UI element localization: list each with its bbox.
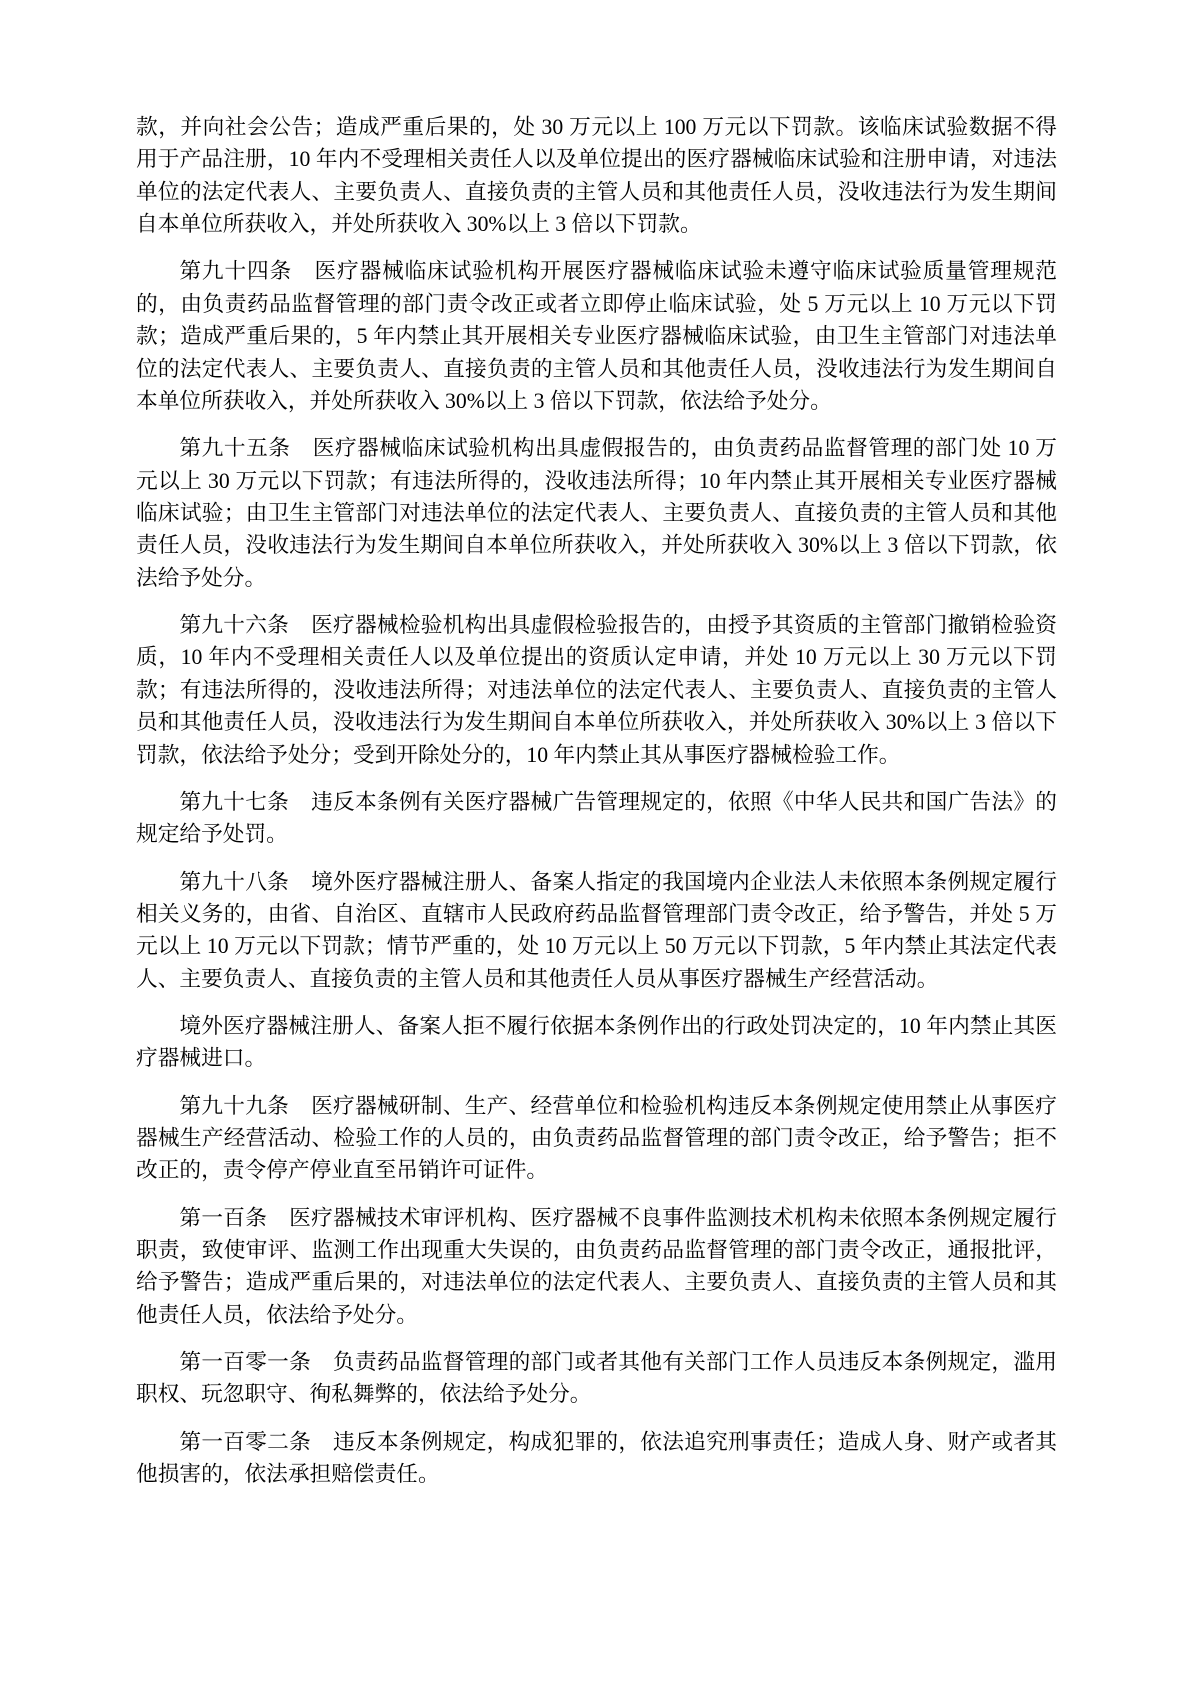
paragraph-article-98: 第九十八条 境外医疗器械注册人、备案人指定的我国境内企业法人未依照本条例规定履行相关义务的，由省、自治区、直辖市人民政府药品监督管理部门责令改正，给予警告，并处 5 万元以上 10 万元以下罚款；情节严重的，处 10 万元以上 50 万元以下罚款，5 年内禁止其法定代表人、主要负责人、直接负责的主管人员和其他责任人员从事医疗器械生产经营活动。 bbox=[136, 869, 1057, 991]
paragraph-article-101: 第一百零一条 负责药品监督管理的部门或者其他有关部门工作人员违反本条例规定，滥用职权、玩忽职守、徇私舞弊的，依法给予处分。 bbox=[136, 1349, 1057, 1407]
paragraph-article-97: 第九十七条 违反本条例有关医疗器械广告管理规定的，依照《中华人民共和国广告法》的规定给予处罚。 bbox=[136, 789, 1057, 847]
paragraph-article-99: 第九十九条 医疗器械研制、生产、经营单位和检验机构违反本条例规定使用禁止从事医疗器械生产经营活动、检验工作的人员的，由负责药品监督管理的部门责令改正，给予警告；拒不改正的，责令停产停业直至吊销许可证件。 bbox=[136, 1093, 1057, 1183]
paragraph-continuation: 款，并向社会公告；造成严重后果的，处 30 万元以上 100 万元以下罚款。该临床试验数据不得用于产品注册，10 年内不受理相关责任人以及单位提出的医疗器械临床试验和注册申请，对违法单位的法定代表人、主要负责人、直接负责的主管人员和其他责任人员，没收违法行为发生期间自本单位所获收入，并处所获收入 30%以上 3 倍以下罚款。 bbox=[136, 115, 1057, 237]
paragraph-article-94: 第九十四条 医疗器械临床试验机构开展医疗器械临床试验未遵守临床试验质量管理规范的，由负责药品监督管理的部门责令改正或者立即停止临床试验，处 5 万元以上 10 万元以下罚款；造成严重后果的，5 年内禁止其开展相关专业医疗器械临床试验，由卫生主管部门对违法单位的法定代表人、主要负责人、直接负责的主管人员和其他责任人员，没收违法行为发生期间自本单位所获收入，并处所获收入 30%以上 3 倍以下罚款，依法给予处分。 bbox=[136, 259, 1057, 414]
paragraph-article-96: 第九十六条 医疗器械检验机构出具虚假检验报告的，由授予其资质的主管部门撤销检验资质，10 年内不受理相关责任人以及单位提出的资质认定申请，并处 10 万元以上 30 万元以下罚款；有违法所得的，没收违法所得；对违法单位的法定代表人、主要负责人、直接负责的主管人员和其他责任人员，没收违法行为发生期间自本单位所获收入，并处所获收入 30%以上 3 倍以下罚款，依法给予处分；受到开除处分的，10 年内禁止其从事医疗器械检验工作。 bbox=[136, 613, 1057, 767]
paragraph-article-100: 第一百条 医疗器械技术审评机构、医疗器械不良事件监测技术机构未依照本条例规定履行职责，致使审评、监测工作出现重大失误的，由负责药品监督管理的部门责令改正，通报批评，给予警告；造成严重后果的，对违法单位的法定代表人、主要负责人、直接负责的主管人员和其他责任人员，依法给予处分。 bbox=[136, 1205, 1057, 1327]
paragraph-article-98-part-2: 境外医疗器械注册人、备案人拒不履行依据本条例作出的行政处罚决定的，10 年内禁止其医疗器械进口。 bbox=[136, 1013, 1057, 1071]
paragraph-article-95: 第九十五条 医疗器械临床试验机构出具虚假报告的，由负责药品监督管理的部门处 10 万元以上 30 万元以下罚款；有违法所得的，没收违法所得；10 年内禁止其开展相关专业医疗器械临床试验；由卫生主管部门对违法单位的法定代表人、主要负责人、直接负责的主管人员和其他责任人员，没收违法行为发生期间自本单位所获收入，并处所获收入 30%以上 3 倍以下罚款，依法给予处分。 bbox=[136, 436, 1057, 590]
paragraph-article-102: 第一百零二条 违反本条例规定，构成犯罪的，依法追究刑事责任；造成人身、财产或者其他损害的，依法承担赔偿责任。 bbox=[136, 1429, 1057, 1486]
